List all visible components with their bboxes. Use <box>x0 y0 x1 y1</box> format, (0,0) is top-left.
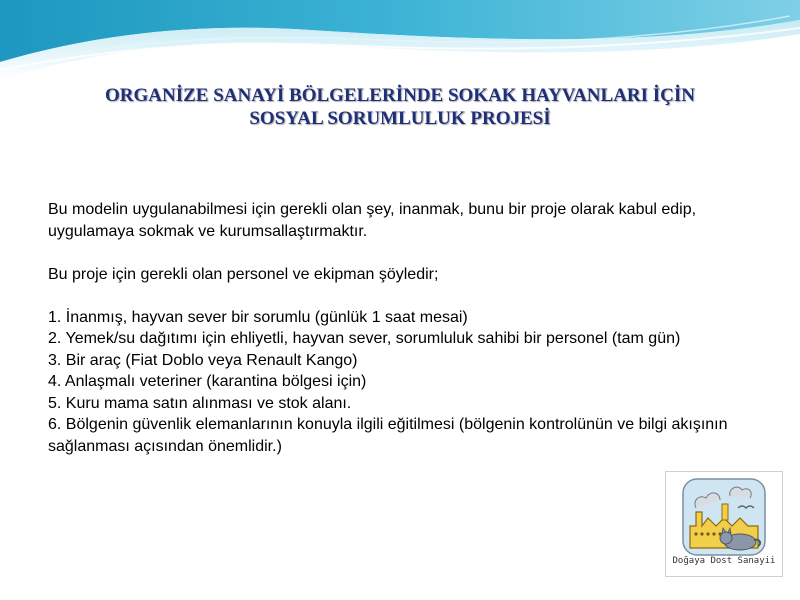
logo-box <box>665 471 783 577</box>
list-intro: Bu proje için gerekli olan personel ve ekipman şöyledir; <box>48 265 439 283</box>
factory-cat-logo-icon <box>682 478 766 556</box>
intro-paragraph: Bu modelin uygulanabilmesi için gerekli olan şey, inanmak, bunu bir proje olarak kabul edip, uygulamaya sokmak ve kurumsallaştırmaktır. <box>48 201 697 240</box>
slide-title-line-1: ORGANİZE SANAYİ BÖLGELERİNDE SOKAK HAYVANLARI İÇİN <box>104 85 696 106</box>
list-item-3: 3. Bir araç (Fiat Doblo veya Renault Kango) <box>48 351 358 369</box>
slide-body <box>48 199 768 457</box>
logo-caption: Doğaya Dost Sanayii <box>672 556 776 566</box>
list-item-6: 6. Bölgenin güvenlik elemanlarının konuyla ilgili eğitilmesi (bölgenin kontrolünün ve bilgi akışının sağlanması açısından önemlidir.) <box>48 416 728 455</box>
list-item-4: 4. Anlaşmalı veteriner (karantina bölgesi için) <box>48 373 367 390</box>
list-item-1: 1. İnanmış, hayvan sever bir sorumlu (günlük 1 saat mesai) <box>48 308 468 326</box>
slide-title <box>40 84 760 130</box>
header-wave-decoration <box>0 0 800 90</box>
list-item-2: 2. Yemek/su dağıtımı için ehliyetli, hayvan sever, sorumluluk sahibi bir personel (tam gün) <box>48 330 681 347</box>
slide-title-line-2: SOSYAL SORUMLULUK PROJESİ <box>249 108 551 129</box>
list-item-5: 5. Kuru mama satın alınması ve stok alanı. <box>48 394 352 412</box>
